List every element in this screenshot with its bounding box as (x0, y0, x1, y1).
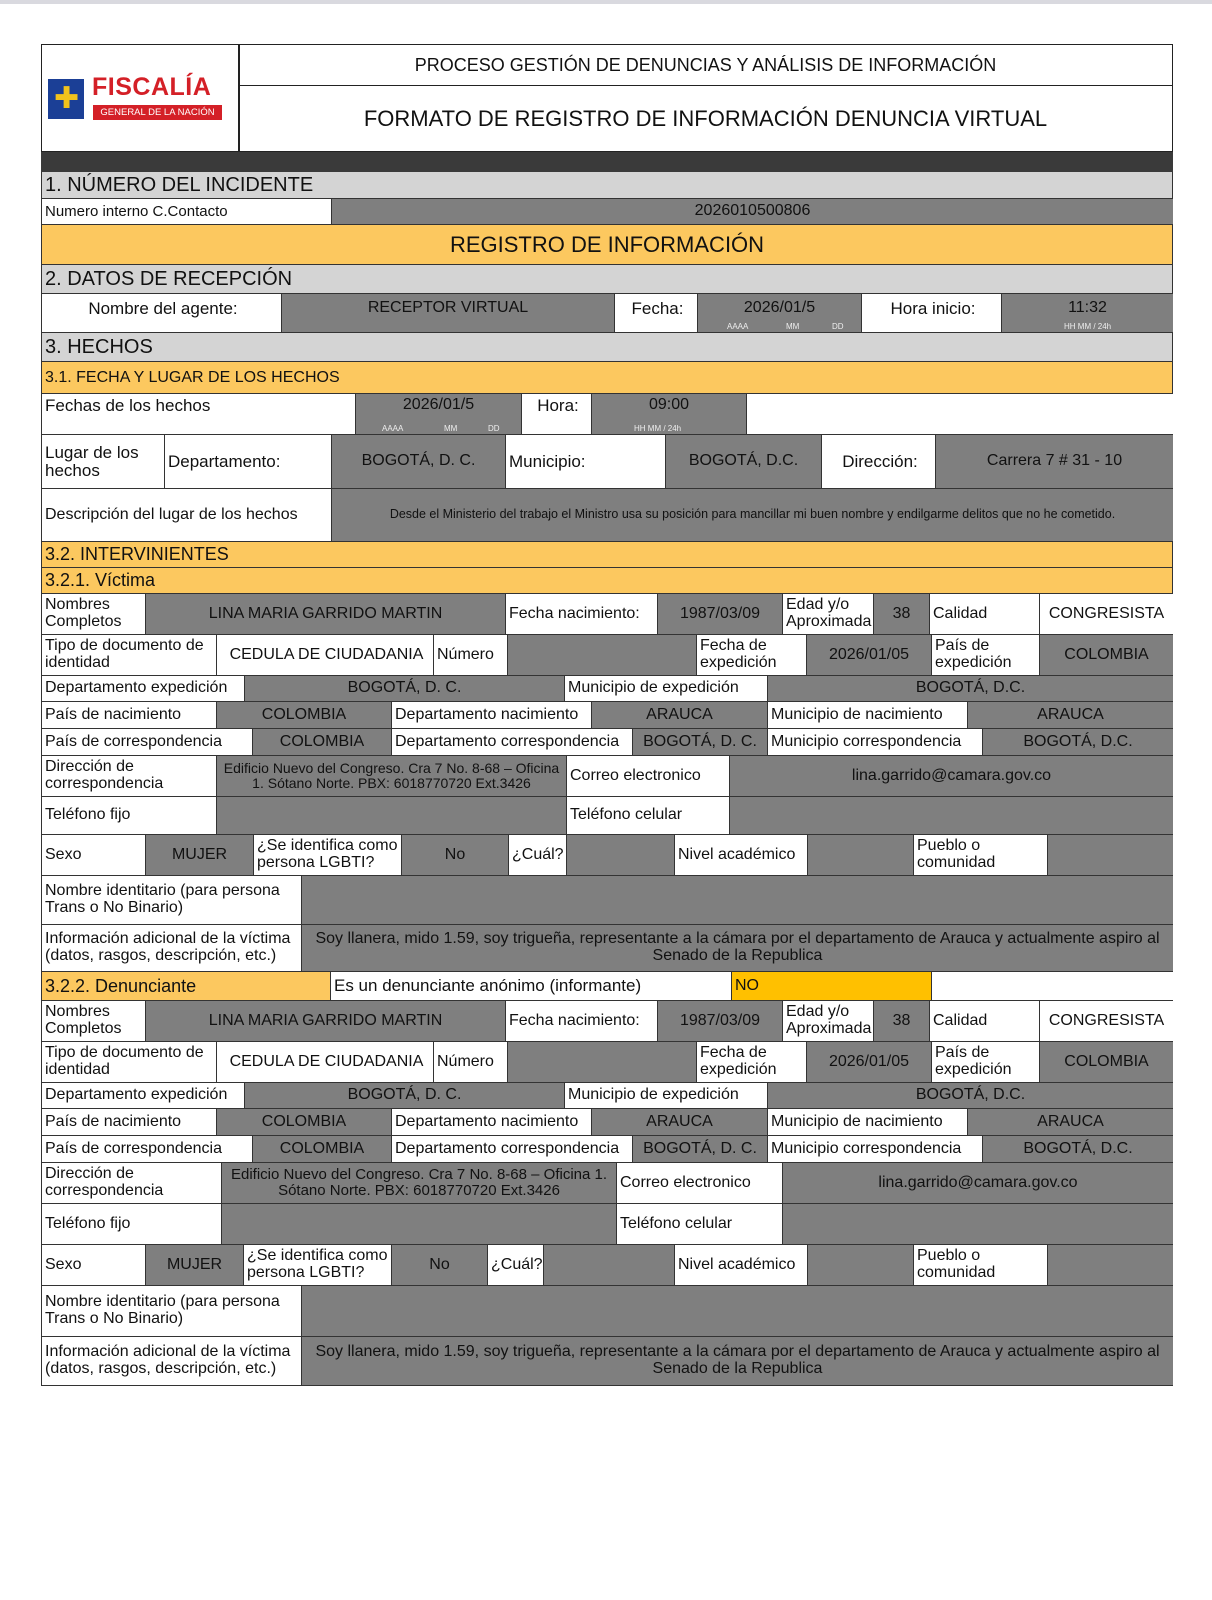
logo-name: FISCALÍA (92, 73, 212, 101)
mobile-value[interactable] (783, 1204, 1173, 1244)
shield-icon: ✚ (54, 82, 80, 115)
identity-row (41, 835, 1173, 876)
issue-department-label: Departamento expedición (42, 676, 245, 701)
facts-date-hint-month: MM (444, 424, 458, 433)
incident-number-label: Numero interno C.Contacto (42, 199, 332, 224)
window-top-band (0, 0, 1212, 4)
people-value[interactable] (1048, 835, 1173, 875)
logo-tagline: GENERAL DE LA NACIÓN (93, 105, 222, 120)
correspondence-place-row (41, 729, 1173, 756)
start-time-label: Hora inicio: (862, 294, 1002, 332)
anonymous-empty (932, 972, 1173, 1000)
victim-block (41, 594, 1173, 972)
complainant-block (41, 1001, 1173, 1386)
which-value[interactable] (567, 835, 675, 875)
correspondence-address-label: Dirección de correspondencia (42, 1163, 222, 1203)
phone-label: Teléfono fijo (42, 1204, 222, 1244)
trans-name-value[interactable] (302, 876, 1173, 924)
birth-municipality-value[interactable]: ARAUCA (968, 1109, 1173, 1135)
department-label: Departamento: (165, 435, 332, 488)
which-label: ¿Cuál? (509, 835, 567, 875)
trans-name-value[interactable] (302, 1286, 1173, 1336)
sex-label: Sexo (42, 1245, 146, 1285)
age-label: Edad y/o Aproximada (783, 1001, 874, 1041)
correspondence-address-row (41, 756, 1173, 797)
people-value[interactable] (1048, 1245, 1173, 1285)
birth-place-row (41, 1109, 1173, 1136)
age-label: Edad y/o Aproximada (783, 594, 874, 634)
quality-value[interactable]: CONGRESISTA (1040, 594, 1173, 634)
incident-number-value[interactable]: 2026010500806 (332, 199, 1173, 224)
extra-info-row (41, 925, 1173, 972)
issue-country-value[interactable]: COLOMBIA (1040, 1042, 1173, 1082)
victim-title-row (41, 568, 1173, 594)
document-number-value[interactable] (508, 1042, 697, 1082)
document-row (41, 1042, 1173, 1083)
issue-country-value[interactable]: COLOMBIA (1040, 635, 1173, 675)
phones-row (41, 797, 1173, 835)
issue-department-label: Departamento expedición (42, 1083, 245, 1108)
registro-banner: REGISTRO DE INFORMACIÓN (42, 225, 1172, 264)
birth-department-label: Departamento nacimiento (392, 1109, 592, 1135)
lgbti-label: ¿Se identifica como persona LGBTI? (244, 1245, 392, 1285)
education-value[interactable] (808, 1245, 914, 1285)
address-label: Dirección: (822, 435, 936, 488)
birth-date-value[interactable]: 1987/03/09 (658, 594, 783, 634)
birth-country-value[interactable]: COLOMBIA (217, 1109, 392, 1135)
correspondence-country-label: País de correspondencia (42, 1136, 253, 1162)
trans-name-row (41, 1286, 1173, 1337)
incident-section-title: 1. NÚMERO DEL INCIDENTE (42, 172, 1172, 198)
document-type-value[interactable]: CEDULA DE CIUDADANIA (217, 635, 434, 675)
process-title: PROCESO GESTIÓN DE DENUNCIAS Y ANÁLISIS DE INFORMACIÓN (239, 45, 1172, 86)
intervinientes-row (41, 542, 1173, 568)
birth-country-label: País de nacimiento (42, 702, 217, 728)
quality-label: Calidad (930, 594, 1040, 634)
reception-section-row (41, 265, 1173, 294)
age-value[interactable]: 38 (874, 1001, 930, 1041)
facts-hour-hint: HH MM / 24h (634, 424, 682, 433)
birth-date-value[interactable]: 1987/03/09 (658, 1001, 783, 1041)
person-names-row (41, 1001, 1173, 1042)
issue-date-value[interactable]: 2026/01/05 (807, 1042, 932, 1082)
facts-section-title: 3. HECHOS (42, 333, 1172, 361)
issue-place-row (41, 676, 1173, 702)
facts-date-value[interactable]: 2026/01/5 (356, 394, 522, 434)
birth-municipality-value[interactable]: ARAUCA (968, 702, 1173, 728)
agent-label: Nombre del agente: (42, 294, 282, 332)
birth-municipality-label: Municipio de nacimiento (768, 1109, 968, 1135)
form-document (41, 44, 1173, 1386)
correspondence-address-row (41, 1163, 1173, 1204)
registro-banner-row (41, 225, 1173, 265)
correspondence-municipality-label: Municipio correspondencia (768, 729, 983, 755)
issue-date-label: Fecha de expedición (697, 1042, 807, 1082)
trans-name-label: Nombre identitario (para persona Trans o No Binario) (42, 1286, 302, 1336)
birth-department-value[interactable]: ARAUCA (592, 1109, 768, 1135)
birth-department-value[interactable]: ARAUCA (592, 702, 768, 728)
document-row (41, 635, 1173, 676)
phone-label: Teléfono fijo (42, 797, 217, 834)
extra-info-row (41, 1337, 1173, 1386)
mobile-label: Teléfono celular (617, 1204, 783, 1244)
document-type-label: Tipo de documento de identidad (42, 1042, 217, 1082)
birth-department-label: Departamento nacimiento (392, 702, 592, 728)
document-number-label: Número (434, 1042, 508, 1082)
start-time-hint: HH MM / 24h (1064, 322, 1112, 331)
place-description-label: Descripción del lugar de los hechos (42, 489, 332, 541)
names-value[interactable]: LINA MARIA GARRIDO MARTIN (146, 1001, 506, 1041)
sex-label: Sexo (42, 835, 146, 875)
document-type-value[interactable]: CEDULA DE CIUDADANIA (217, 1042, 434, 1082)
place-label: Lugar de los hechos (42, 435, 165, 488)
lgbti-label: ¿Se identifica como persona LGBTI? (254, 835, 402, 875)
issue-municipality-label: Municipio de expedición (565, 1083, 768, 1108)
trans-name-row (41, 876, 1173, 925)
complainant-title: 3.2.2. Denunciante (42, 972, 331, 1000)
intervinientes-title: 3.2. INTERVINIENTES (42, 542, 1172, 567)
email-value[interactable]: lina.garrido@camara.gov.co (730, 756, 1173, 796)
facts-date-hint-day: DD (488, 424, 500, 433)
email-value[interactable]: lina.garrido@camara.gov.co (783, 1163, 1173, 1203)
people-label: Pueblo o comunidad (914, 835, 1048, 875)
form-title: FORMATO DE REGISTRO DE INFORMACIÓN DENUNCIA VIRTUAL (363, 106, 1048, 131)
issue-department-value[interactable]: BOGOTÁ, D. C. (245, 676, 565, 701)
anonymous-value[interactable]: NO (732, 972, 932, 1000)
quality-label: Calidad (930, 1001, 1040, 1041)
correspondence-municipality-label: Municipio correspondencia (768, 1136, 983, 1162)
issue-municipality-label: Municipio de expedición (565, 676, 768, 701)
phones-row (41, 1204, 1173, 1245)
facts-dates-label: Fechas de los hechos (42, 394, 356, 434)
facts-section-row (41, 333, 1173, 362)
correspondence-country-value[interactable]: COLOMBIA (253, 1136, 392, 1162)
correspondence-country-label: País de correspondencia (42, 729, 253, 755)
issue-municipality-value[interactable]: BOGOTÁ, D.C. (768, 676, 1173, 701)
correspondence-department-label: Departamento correspondencia (392, 1136, 633, 1162)
issue-country-label: País de expedición (932, 635, 1040, 675)
extra-info-value[interactable]: Soy llanera, mido 1.59, soy trigueña, representante a la cámara por el departamento de Arauca y actualmente aspiro al Senado de la Republica (302, 925, 1173, 971)
form-header (41, 44, 1173, 152)
agent-value[interactable]: RECEPTOR VIRTUAL (282, 294, 615, 332)
birth-place-row (41, 702, 1173, 729)
reception-date-hint-month: MM (786, 322, 800, 331)
facts-dates-row (41, 394, 1173, 435)
birth-municipality-label: Municipio de nacimiento (768, 702, 968, 728)
sex-value[interactable]: MUJER (146, 1245, 244, 1285)
correspondence-municipality-value[interactable]: BOGOTÁ, D.C. (983, 729, 1173, 755)
correspondence-place-row (41, 1136, 1173, 1163)
reception-date-value[interactable]: 2026/01/5 (698, 294, 862, 332)
education-label: Nivel académico (675, 1245, 808, 1285)
reception-date-hint-year: AAAA (727, 322, 749, 331)
facts-dates-empty (747, 394, 1173, 434)
incident-number-row (41, 199, 1173, 225)
identity-row (41, 1245, 1173, 1286)
address-value[interactable]: Carrera 7 # 31 - 10 (936, 435, 1173, 488)
birth-date-label: Fecha nacimiento: (506, 1001, 658, 1041)
quality-value[interactable]: CONGRESISTA (1040, 1001, 1173, 1041)
correspondence-municipality-value[interactable]: BOGOTÁ, D.C. (983, 1136, 1173, 1162)
lgbti-value[interactable]: No (392, 1245, 488, 1285)
which-label: ¿Cuál? (488, 1245, 544, 1285)
correspondence-department-value[interactable]: BOGOTÁ, D. C. (633, 729, 768, 755)
mobile-label: Teléfono celular (567, 797, 730, 834)
reception-section-title: 2. DATOS DE RECEPCIÓN (42, 265, 1172, 293)
age-value[interactable]: 38 (874, 594, 930, 634)
correspondence-department-value[interactable]: BOGOTÁ, D. C. (633, 1136, 768, 1162)
facts-subsection-title: 3.1. FECHA Y LUGAR DE LOS HECHOS (42, 362, 1172, 393)
lgbti-value[interactable]: No (402, 835, 509, 875)
facts-date-hint-year: AAAA (382, 424, 404, 433)
issue-municipality-value[interactable]: BOGOTÁ, D.C. (768, 1083, 1173, 1108)
municipality-value[interactable]: BOGOTÁ, D.C. (666, 435, 822, 488)
names-label: Nombres Completos (42, 594, 146, 634)
facts-desc-row (41, 489, 1173, 542)
municipality-label: Municipio: (506, 435, 666, 488)
email-label: Correo electronico (567, 756, 730, 796)
reception-date-hint-day: DD (832, 322, 844, 331)
phone-value[interactable] (217, 797, 567, 834)
document-number-value[interactable] (508, 635, 697, 675)
birth-date-label: Fecha nacimiento: (506, 594, 658, 634)
person-names-row (41, 594, 1173, 635)
education-label: Nivel académico (675, 835, 808, 875)
correspondence-department-label: Departamento correspondencia (392, 729, 633, 755)
which-value[interactable] (544, 1245, 675, 1285)
issue-department-value[interactable]: BOGOTÁ, D. C. (245, 1083, 565, 1108)
header-divider (41, 152, 1173, 172)
reception-row (41, 294, 1173, 333)
place-description-value[interactable]: Desde el Ministerio del trabajo el Ministro usa su posición para mancillar mi buen nombre y endilgarme delitos que no he cometido. (332, 489, 1173, 541)
reception-date-label: Fecha: (615, 294, 698, 332)
department-value[interactable]: BOGOTÁ, D. C. (332, 435, 506, 488)
issue-date-value[interactable]: 2026/01/05 (807, 635, 932, 675)
extra-info-value[interactable]: Soy llanera, mido 1.59, soy trigueña, representante a la cámara por el departamento de Arauca y actualmente aspiro al Senado de la Republica (302, 1337, 1173, 1385)
facts-place-row (41, 435, 1173, 489)
victim-title: 3.2.1. Víctima (42, 568, 1172, 593)
names-label: Nombres Completos (42, 1001, 146, 1041)
birth-country-value[interactable]: COLOMBIA (217, 702, 392, 728)
document-number-label: Número (434, 635, 508, 675)
names-value[interactable]: LINA MARIA GARRIDO MARTIN (146, 594, 506, 634)
mobile-value[interactable] (730, 797, 1173, 834)
facts-subsection-row (41, 362, 1173, 394)
birth-country-label: País de nacimiento (42, 1109, 217, 1135)
extra-info-label: Información adicional de la víctima (datos, rasgos, descripción, etc.) (42, 1337, 302, 1385)
incident-section-row (41, 172, 1173, 199)
issue-place-row (41, 1083, 1173, 1109)
correspondence-address-value[interactable]: Edificio Nuevo del Congreso. Cra 7 No. 8-68 – Oficina 1. Sótano Norte. PBX: 6018770720 Ext.3426 (222, 1163, 617, 1203)
issue-country-label: País de expedición (932, 1042, 1040, 1082)
email-label: Correo electronico (617, 1163, 783, 1203)
trans-name-label: Nombre identitario (para persona Trans o No Binario) (42, 876, 302, 924)
correspondence-country-value[interactable]: COLOMBIA (253, 729, 392, 755)
extra-info-label: Información adicional de la víctima (datos, rasgos, descripción, etc.) (42, 925, 302, 971)
complainant-title-row (41, 972, 1173, 1001)
phone-value[interactable] (222, 1204, 617, 1244)
people-label: Pueblo o comunidad (914, 1245, 1048, 1285)
facts-hour-value[interactable]: 09:00 (592, 394, 747, 434)
sex-value[interactable]: MUJER (146, 835, 254, 875)
education-value[interactable] (808, 835, 914, 875)
anonymous-label: Es un denunciante anónimo (informante) (331, 972, 732, 1000)
facts-hour-label: Hora: (522, 394, 592, 434)
correspondence-address-label: Dirección de correspondencia (42, 756, 217, 796)
correspondence-address-value[interactable]: Edificio Nuevo del Congreso. Cra 7 No. 8-68 – Oficina 1. Sótano Norte. PBX: 6018770720 Ext.3426 (217, 756, 567, 796)
start-time-value[interactable]: 11:32 (1002, 294, 1173, 332)
fiscalia-logo (42, 45, 240, 151)
issue-date-label: Fecha de expedición (697, 635, 807, 675)
document-type-label: Tipo de documento de identidad (42, 635, 217, 675)
